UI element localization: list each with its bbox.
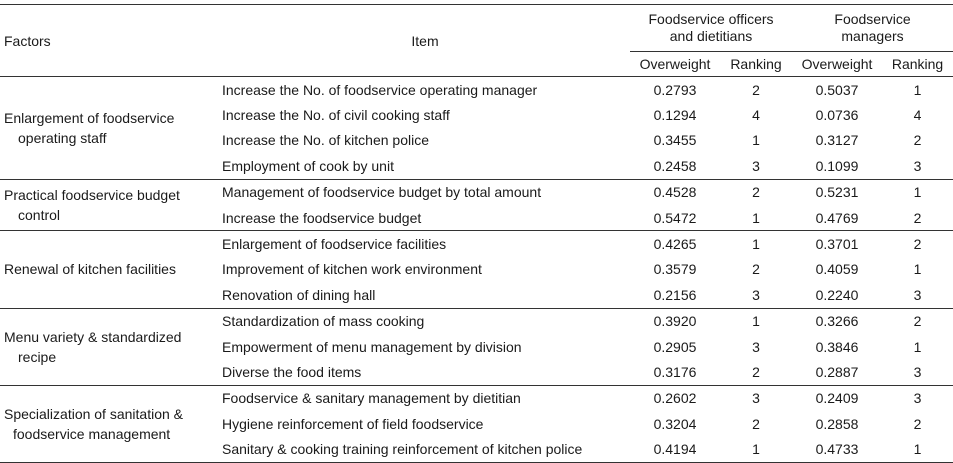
ranking-managers-cell: 2 bbox=[882, 308, 953, 334]
factor-line2: control bbox=[18, 206, 61, 223]
ranking-officers-cell: 3 bbox=[752, 338, 760, 355]
header-group-managers-line2: managers bbox=[841, 28, 904, 44]
overweight-managers-cell: 0.3127 bbox=[815, 132, 859, 149]
table-body bbox=[0, 77, 953, 463]
overweight-officers-cell: 0.4528 bbox=[630, 179, 720, 205]
ranking-officers-cell: 2 bbox=[752, 415, 760, 432]
ranking-managers-cell: 3 bbox=[913, 363, 922, 380]
ranking-managers-cell: 3 bbox=[913, 286, 922, 303]
overweight-officers-cell: 0.4265 bbox=[630, 231, 720, 257]
item-cell: Enlargement of foodservice facilities bbox=[220, 231, 630, 257]
overweight-managers-cell: 0.2240 bbox=[815, 286, 859, 303]
header-overweight-managers: Overweight bbox=[792, 52, 882, 77]
priority-table bbox=[0, 4, 953, 463]
item-cell: Increase the No. of foodservice operating manager bbox=[220, 77, 630, 103]
factor-cell bbox=[0, 179, 220, 231]
ranking-managers-cell: 1 bbox=[913, 261, 922, 278]
overweight-managers-cell: 0.4059 bbox=[815, 261, 859, 278]
header-group-officers bbox=[630, 5, 792, 52]
ranking-officers-cell: 1 bbox=[752, 209, 760, 226]
item-cell: Increase the foodservice budget bbox=[222, 209, 422, 226]
overweight-officers-cell: 0.3455 bbox=[653, 132, 697, 149]
header-group-officers-line1: Foodservice officers bbox=[648, 11, 774, 27]
overweight-managers-cell: 0.0736 bbox=[815, 107, 859, 124]
overweight-managers-cell: 0.2409 bbox=[792, 385, 882, 411]
ranking-officers-cell: 4 bbox=[752, 107, 760, 124]
ranking-managers-cell: 1 bbox=[882, 179, 953, 205]
overweight-managers-cell: 0.4769 bbox=[815, 209, 859, 226]
item-cell: Increase the No. of civil cooking staff bbox=[222, 107, 450, 124]
table-row bbox=[0, 231, 953, 257]
ranking-managers-cell: 2 bbox=[913, 132, 922, 149]
ranking-officers-cell: 2 bbox=[752, 363, 760, 380]
overweight-officers-cell: 0.2905 bbox=[653, 338, 697, 355]
overweight-officers-cell: 0.2156 bbox=[653, 286, 697, 303]
ranking-managers-cell: 2 bbox=[913, 209, 922, 226]
item-cell: Renovation of dining hall bbox=[222, 286, 376, 303]
item-cell: Sanitary & cooking training reinforcement of kitchen police bbox=[220, 436, 630, 462]
header-factors: Factors bbox=[4, 32, 51, 49]
factor-line1: Specialization of sanitation & bbox=[4, 405, 183, 422]
overweight-managers-cell: 0.5231 bbox=[792, 179, 882, 205]
factor-line1: Renewal of kitchen facilities bbox=[4, 261, 176, 278]
ranking-managers-cell: 2 bbox=[882, 231, 953, 257]
ranking-managers-cell: 1 bbox=[882, 436, 953, 462]
overweight-managers-cell: 0.1099 bbox=[815, 157, 859, 174]
factor-cell bbox=[0, 231, 220, 308]
overweight-officers-cell: 0.5472 bbox=[653, 209, 697, 226]
factor-line2: operating staff bbox=[18, 129, 107, 146]
ranking-managers-cell: 3 bbox=[913, 157, 922, 174]
factor-line1: Menu variety & standardized bbox=[4, 328, 182, 345]
header-item: Item bbox=[411, 32, 439, 49]
ranking-officers-cell: 3 bbox=[752, 157, 760, 174]
overweight-managers-cell: 0.2858 bbox=[815, 415, 859, 432]
item-cell: Diverse the food items bbox=[222, 363, 362, 380]
factor-line1: Enlargement of foodservice bbox=[4, 109, 175, 126]
item-cell: Foodservice & sanitary management by dietitian bbox=[220, 385, 630, 411]
overweight-officers-cell: 0.3176 bbox=[653, 363, 697, 380]
item-cell: Standardization of mass cooking bbox=[220, 308, 630, 334]
ranking-managers-cell: 1 bbox=[913, 338, 922, 355]
item-cell: Hygiene reinforcement of field foodservice bbox=[222, 415, 484, 432]
ranking-officers-cell: 3 bbox=[752, 286, 760, 303]
factor-cell bbox=[0, 385, 220, 462]
ranking-officers-cell: 2 bbox=[720, 77, 792, 103]
header-group-managers-line1: Foodservice bbox=[834, 11, 911, 27]
overweight-officers-cell: 0.3920 bbox=[630, 308, 720, 334]
overweight-managers-cell: 0.3701 bbox=[792, 231, 882, 257]
item-cell: Employment of cook by unit bbox=[222, 157, 394, 174]
overweight-officers-cell: 0.3579 bbox=[653, 261, 697, 278]
factor-cell bbox=[0, 308, 220, 385]
table-row bbox=[0, 385, 953, 411]
factor-cell bbox=[0, 77, 220, 180]
header-ranking-managers: Ranking bbox=[882, 52, 953, 77]
table-header bbox=[0, 5, 953, 77]
table-row bbox=[0, 77, 953, 103]
ranking-officers-cell: 2 bbox=[720, 179, 792, 205]
header-group-managers bbox=[792, 5, 953, 52]
ranking-managers-cell: 1 bbox=[882, 77, 953, 103]
overweight-managers-cell: 0.4733 bbox=[792, 436, 882, 462]
ranking-officers-cell: 2 bbox=[752, 261, 760, 278]
ranking-managers-cell: 4 bbox=[913, 107, 922, 124]
table-row bbox=[0, 179, 953, 205]
overweight-officers-cell: 0.2458 bbox=[653, 157, 697, 174]
overweight-managers-cell: 0.2887 bbox=[815, 363, 859, 380]
item-cell: Improvement of kitchen work environment bbox=[222, 261, 482, 278]
overweight-officers-cell: 0.4194 bbox=[630, 436, 720, 462]
overweight-officers-cell: 0.2793 bbox=[630, 77, 720, 103]
ranking-managers-cell: 2 bbox=[913, 415, 922, 432]
item-cell: Management of foodservice budget by total amount bbox=[220, 179, 630, 205]
overweight-officers-cell: 0.2602 bbox=[630, 385, 720, 411]
overweight-officers-cell: 0.3204 bbox=[653, 415, 697, 432]
ranking-officers-cell: 1 bbox=[720, 231, 792, 257]
header-overweight-officers: Overweight bbox=[630, 52, 720, 77]
header-group-officers-line2: and dietitians bbox=[669, 28, 753, 44]
factor-line1: Practical foodservice budget bbox=[4, 186, 180, 203]
overweight-managers-cell: 0.5037 bbox=[792, 77, 882, 103]
overweight-managers-cell: 0.3266 bbox=[792, 308, 882, 334]
table-row bbox=[0, 308, 953, 334]
header-ranking-officers: Ranking bbox=[720, 52, 792, 77]
ranking-officers-cell: 1 bbox=[752, 132, 760, 149]
ranking-officers-cell: 1 bbox=[720, 436, 792, 462]
overweight-officers-cell: 0.1294 bbox=[653, 107, 697, 124]
item-cell: Increase the No. of kitchen police bbox=[222, 132, 430, 149]
ranking-managers-cell: 3 bbox=[882, 385, 953, 411]
ranking-officers-cell: 1 bbox=[720, 308, 792, 334]
item-cell: Empowerment of menu management by division bbox=[222, 338, 522, 355]
factor-line2: foodservice management bbox=[13, 425, 171, 442]
factor-line2: recipe bbox=[18, 348, 57, 365]
overweight-managers-cell: 0.3846 bbox=[815, 338, 859, 355]
ranking-officers-cell: 3 bbox=[720, 385, 792, 411]
